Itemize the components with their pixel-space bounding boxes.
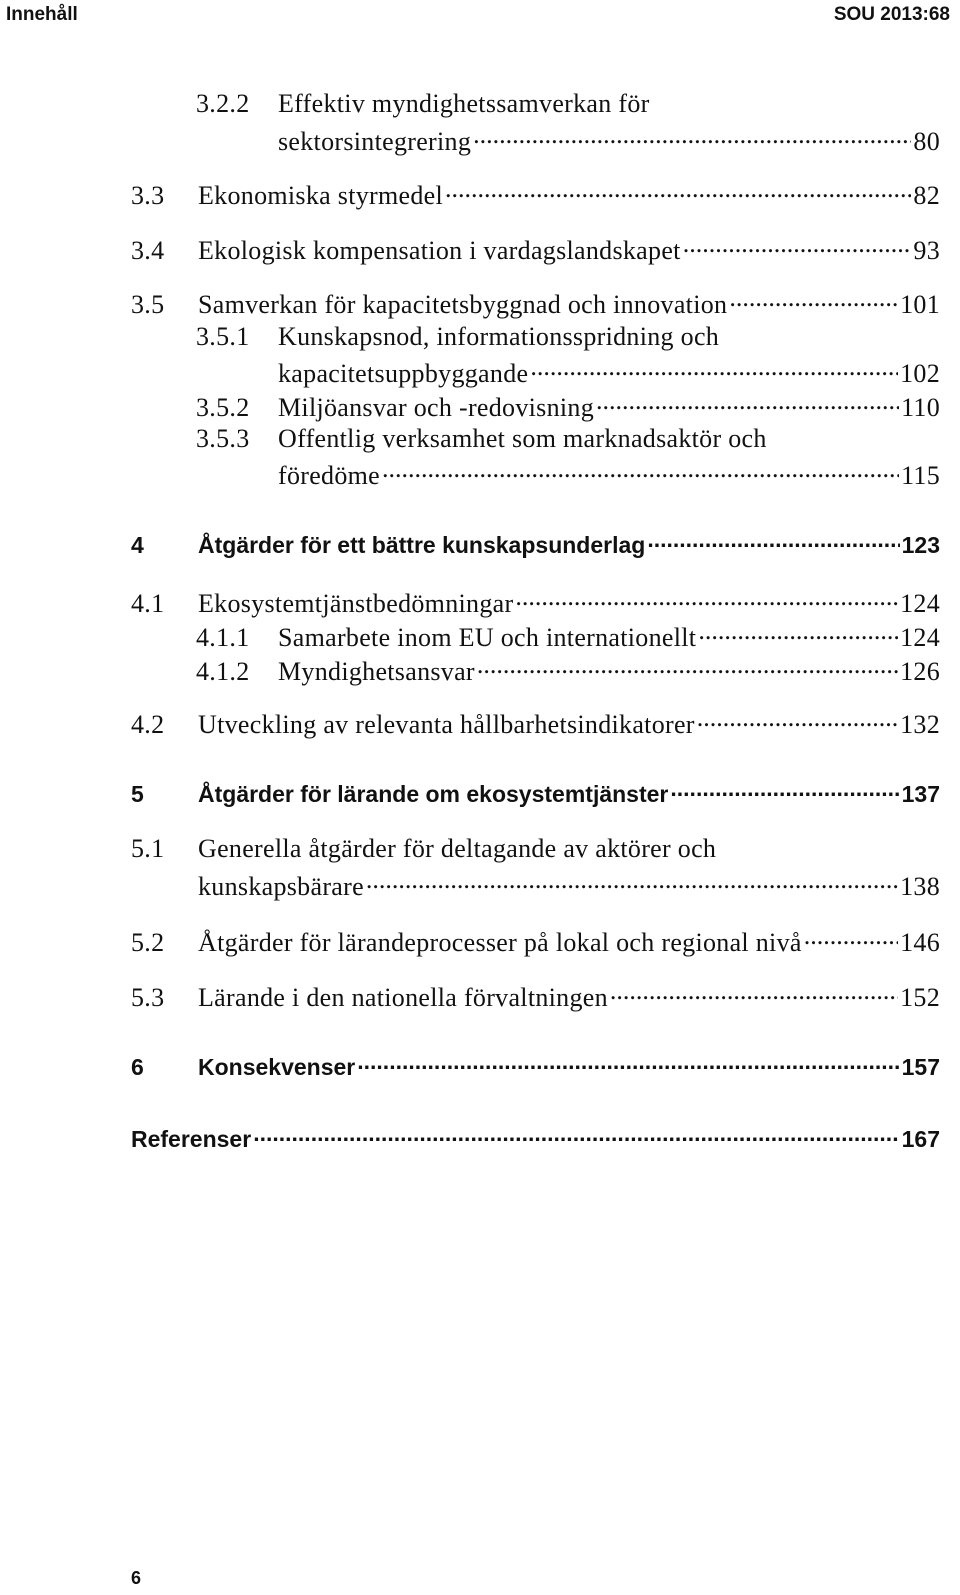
- toc-entry[interactable]: [196, 390, 940, 424]
- toc-entry[interactable]: [131, 287, 940, 321]
- toc-entry[interactable]: [196, 89, 940, 123]
- toc-entry-title: Ekosystemtjänstbedömningar: [198, 589, 514, 618]
- toc-entry[interactable]: [196, 322, 940, 356]
- toc-entry-page: 82: [913, 181, 940, 210]
- dot-leader: [530, 356, 898, 382]
- toc-entry-continuation[interactable]: [278, 124, 940, 158]
- dot-leader: [610, 980, 898, 1006]
- toc-entry-title: Samverkan för kapacitetsbyggnad och innovation: [198, 290, 728, 319]
- toc-entry-page: 93: [913, 236, 940, 265]
- toc-entry-page: 80: [913, 127, 940, 156]
- toc-entry-title: Samarbete inom EU och internationellt: [278, 623, 697, 652]
- toc-entry-title: Åtgärder för lärande om ekosystemtjänster: [198, 781, 669, 807]
- toc-entry-page: 138: [900, 872, 940, 901]
- toc-entry[interactable]: [131, 586, 940, 620]
- dot-leader: [515, 586, 898, 612]
- toc-entry-number: 5.1: [131, 834, 165, 863]
- toc-entry-page: 124: [900, 623, 940, 652]
- toc-entry-number: 4.2: [131, 710, 165, 739]
- toc-entry-title: sektorsintegrering: [278, 127, 472, 156]
- toc-entry-number: 5.2: [131, 928, 165, 957]
- dot-leader: [366, 869, 898, 895]
- toc-entry-title: Åtgärder för ett bättre kunskapsunderlag: [198, 532, 646, 558]
- toc-entry-title: Myndighetsansvar: [278, 657, 475, 686]
- toc-entry-title: Miljöansvar och -redovisning: [278, 393, 595, 422]
- toc-entry-number: 3.5: [131, 290, 165, 319]
- dot-leader: [473, 124, 911, 150]
- toc-entry-number: 4.1.1: [196, 623, 250, 652]
- toc-entry-page: 102: [900, 359, 940, 388]
- toc-entry-title: Ekologisk kompensation i vardagslandskapet: [198, 236, 681, 265]
- toc-entry-number: 6: [131, 1054, 144, 1080]
- dot-leader: [683, 233, 912, 259]
- toc-entry-title: Lärande i den nationella förvaltningen: [198, 983, 608, 1012]
- toc-entry-title: kunskapsbärare: [198, 872, 364, 901]
- toc-entry-number: 4.1.2: [196, 657, 250, 686]
- toc-entry[interactable]: [196, 654, 940, 688]
- toc-entry-number: 5.3: [131, 983, 165, 1012]
- toc-entry[interactable]: [196, 620, 940, 654]
- toc-entry-number: 3.4: [131, 236, 165, 265]
- toc-entry-number: 5: [131, 781, 144, 807]
- dot-leader: [697, 707, 898, 733]
- toc-entry[interactable]: [131, 707, 940, 741]
- toc-entry-continuation[interactable]: [278, 356, 940, 390]
- toc-entry-page: 146: [900, 928, 940, 957]
- toc-entry-title: Effektiv myndighetssamverkan för: [278, 89, 650, 118]
- toc-entry[interactable]: [131, 178, 940, 212]
- toc-entry-page: 110: [901, 393, 940, 422]
- toc-entry-page: 167: [901, 1126, 940, 1152]
- toc-entry-title: Referenser: [131, 1126, 252, 1152]
- toc-entry-page: 123: [901, 532, 940, 558]
- toc-entry-continuation[interactable]: [198, 869, 940, 903]
- toc-chapter[interactable]: [131, 530, 940, 564]
- toc-entry-page: 152: [900, 983, 940, 1012]
- dot-leader: [253, 1124, 899, 1147]
- toc-entry-page: 124: [900, 589, 940, 618]
- toc-entry-number: 4: [131, 532, 144, 558]
- toc-entry-title: kapacitetsuppbyggande: [278, 359, 529, 388]
- running-head-section: Innehåll: [6, 4, 78, 25]
- dot-leader: [357, 1052, 899, 1075]
- toc-entry-number: 3.5.2: [196, 393, 250, 422]
- toc-entry-title: Ekonomiska styrmedel: [198, 181, 444, 210]
- toc-entry-number: 3.2.2: [196, 89, 250, 118]
- dot-leader: [670, 779, 899, 802]
- toc-entry-page: 132: [900, 710, 940, 739]
- toc-entry-title: Utveckling av relevanta hållbarhetsindikatorer: [198, 710, 695, 739]
- dot-leader: [729, 287, 898, 313]
- running-head-report-id: SOU 2013:68: [833, 4, 950, 25]
- dot-leader: [596, 390, 899, 416]
- toc-entry-page: 126: [900, 657, 940, 686]
- dot-leader: [804, 925, 898, 951]
- toc-chapter[interactable]: [131, 779, 940, 813]
- running-head: [0, 0, 960, 34]
- toc-entry-continuation[interactable]: [278, 458, 940, 492]
- toc-entry-number: 4.1: [131, 589, 165, 618]
- page-number: 6: [131, 1568, 142, 1588]
- toc-entry-number: 3.5.1: [196, 322, 250, 351]
- toc-chapter[interactable]: [131, 1052, 940, 1086]
- toc-entry-page: 137: [901, 781, 940, 807]
- toc-entry[interactable]: [131, 925, 940, 959]
- dot-leader: [382, 458, 899, 484]
- toc-entry-page: 157: [901, 1054, 940, 1080]
- toc-entry-number: 3.5.3: [196, 424, 250, 453]
- toc-entry-title: Generella åtgärder för deltagande av aktörer och: [198, 834, 717, 863]
- dot-leader: [698, 620, 898, 646]
- toc-entry[interactable]: [196, 424, 940, 458]
- toc-chapter[interactable]: [131, 1124, 940, 1158]
- toc-entry-page: 101: [900, 290, 940, 319]
- toc-entry-title: Kunskapsnod, informationsspridning och: [278, 322, 720, 351]
- toc-entry[interactable]: [131, 834, 940, 868]
- dot-leader: [647, 530, 899, 553]
- toc-entry-title: Offentlig verksamhet som marknadsaktör och: [278, 424, 767, 453]
- toc-entry[interactable]: [131, 980, 940, 1014]
- toc-entry-page: 115: [901, 461, 940, 490]
- toc-entry-number: 3.3: [131, 181, 165, 210]
- toc-entry-title: Åtgärder för lärandeprocesser på lokal och regional nivå: [198, 928, 802, 957]
- toc-entry[interactable]: [131, 233, 940, 267]
- toc-entry-title: Konsekvenser: [198, 1054, 356, 1080]
- toc-entry-title: föredöme: [278, 461, 381, 490]
- dot-leader: [477, 654, 898, 680]
- dot-leader: [445, 178, 911, 204]
